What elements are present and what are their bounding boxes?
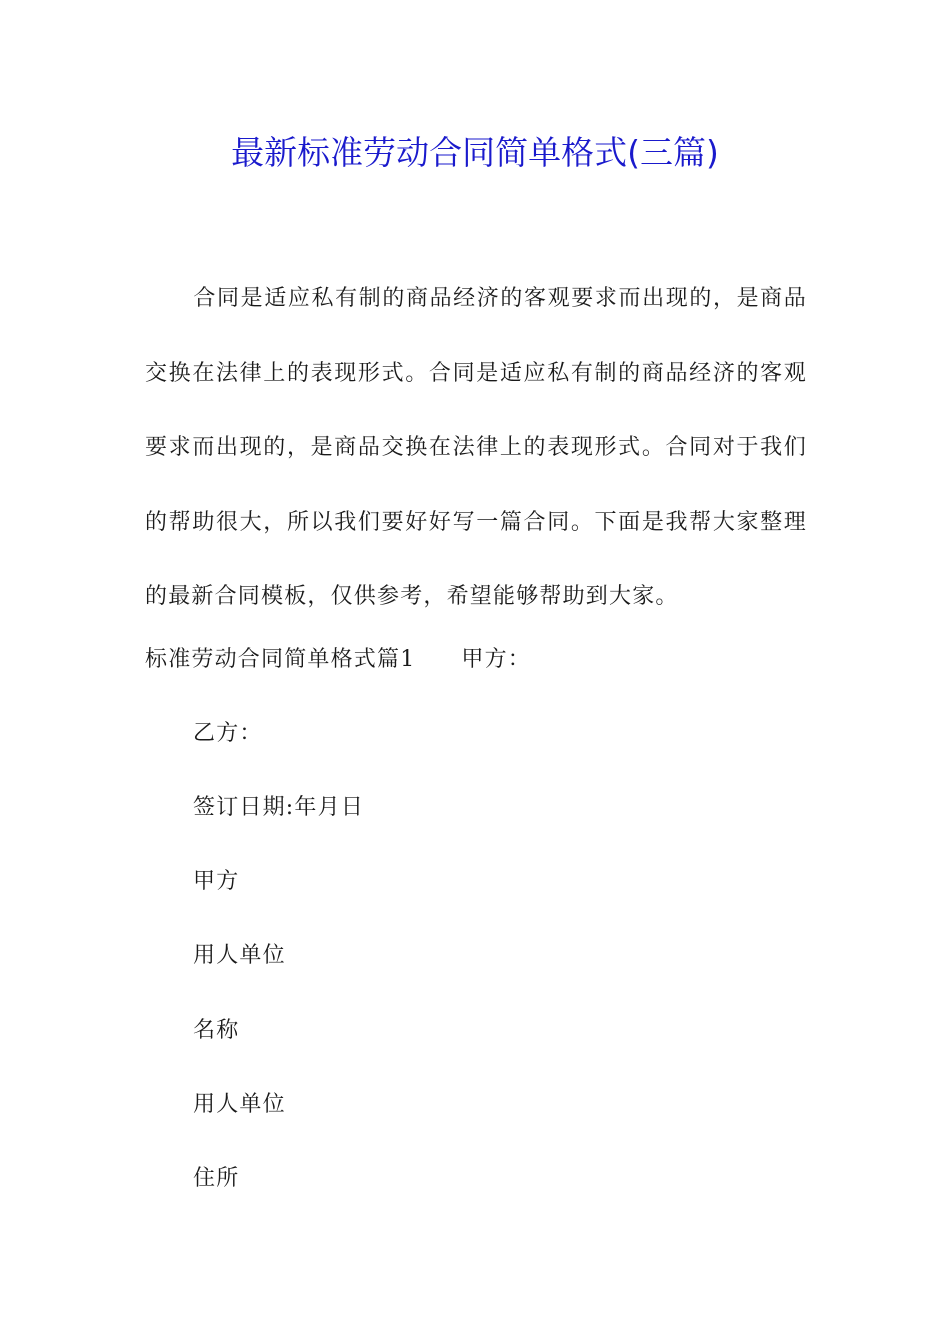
intro-paragraph <box>145 262 807 635</box>
intro-text: 合同是适应私有制的商品经济的客观要求而出现的，是商品交换在法律上的表现形式。合同是适应私有制的商品经济的客观要求而出现的，是商品交换在法律上的表现形式。合同对于我们的帮助很大，所以我们要好好写一篇合同。下面是我帮大家整理的最新合同模板，仅供参考，希望能够帮助到大家。 <box>145 286 807 609</box>
party-b-label: 乙方： <box>193 721 263 746</box>
document-title: 最新标准劳动合同简单格式(三篇) <box>231 133 719 172</box>
party-a-label: 甲方： <box>461 647 532 672</box>
sign-date-line: 签订日期:年月日 <box>193 795 365 820</box>
section-title-text: 标准劳动合同简单格式篇1 <box>145 647 416 672</box>
address-label: 住所 <box>193 1166 240 1191</box>
party-a-heading: 甲方 <box>193 869 240 894</box>
employer-label: 用人单位 <box>193 943 286 968</box>
name-label: 名称 <box>193 1018 240 1043</box>
section-heading <box>145 645 531 675</box>
employer-label-2: 用人单位 <box>193 1092 286 1117</box>
